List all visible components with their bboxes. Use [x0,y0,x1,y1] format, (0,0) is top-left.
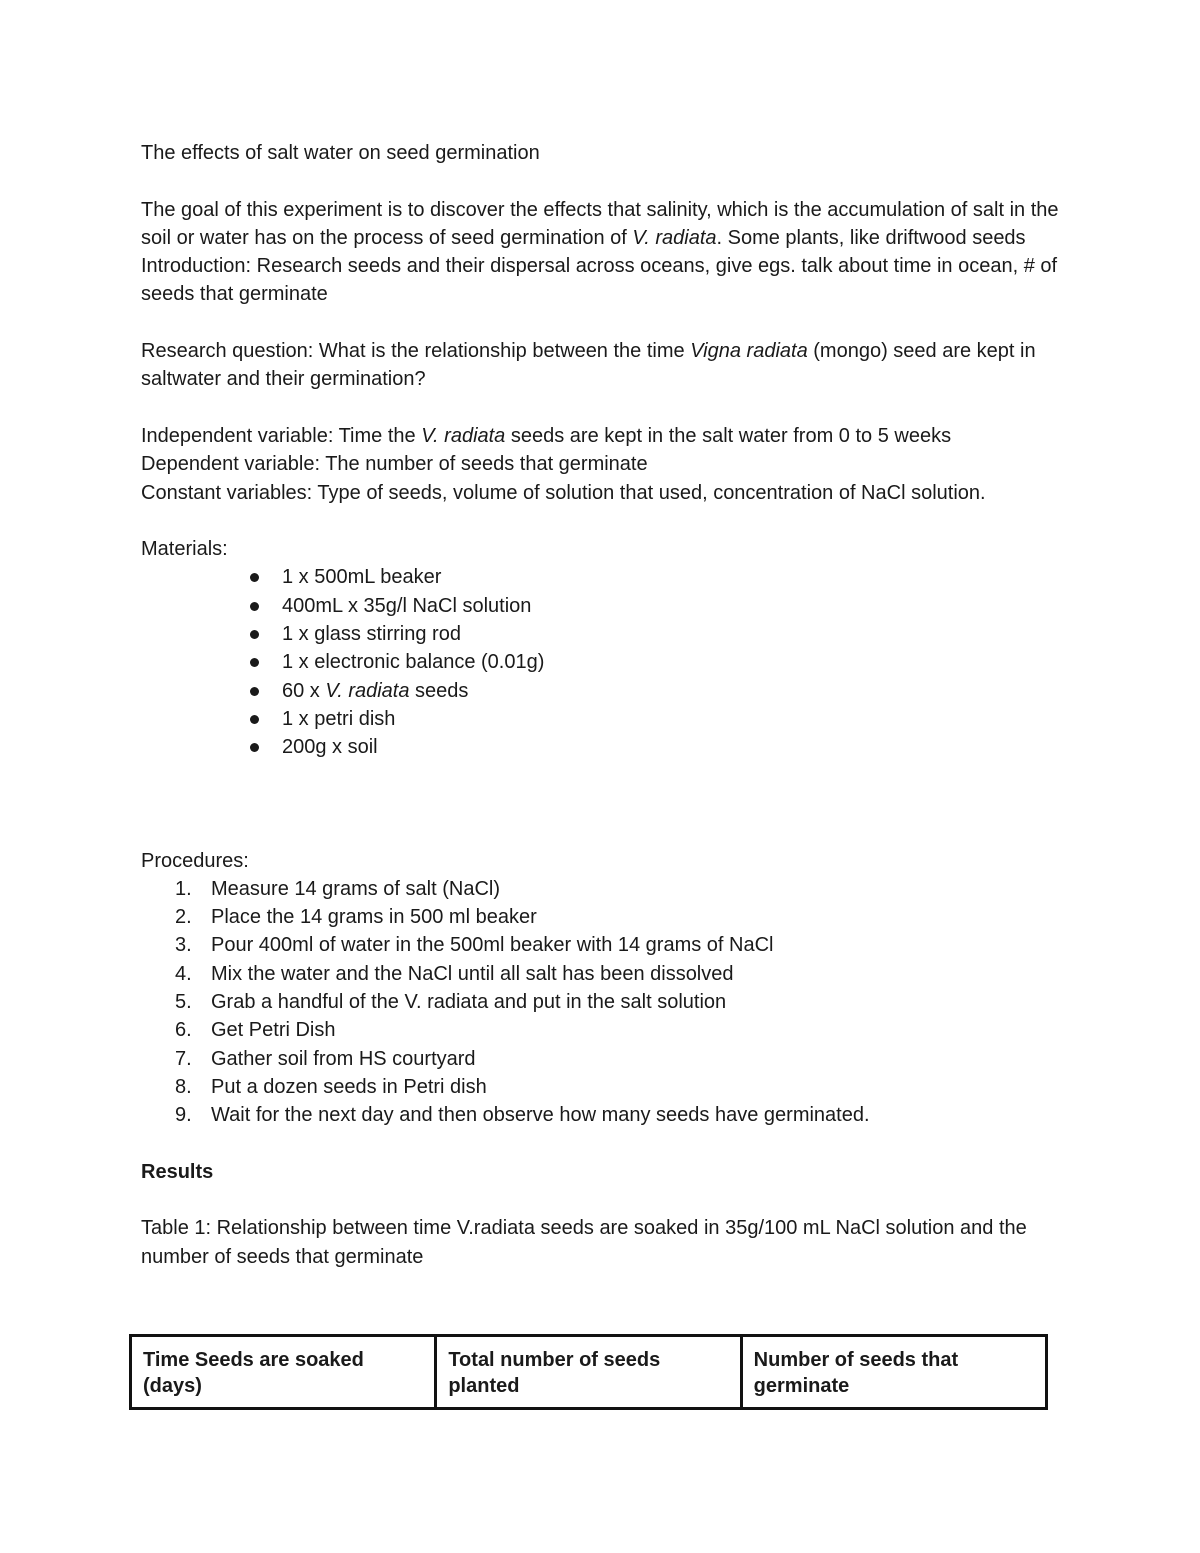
list-item: 400mL x 35g/l NaCl solution [141,592,1071,620]
spacer [141,309,1071,337]
list-item: 2. Place the 14 grams in 500 ml beaker [175,906,537,929]
spacer [141,1130,1071,1158]
rq-text-1: Research question: What is the relationship between the time [141,340,691,363]
iv-species: V. radiata [421,424,506,447]
procedures-list [141,875,1071,1130]
list-item: 1 x glass stirring rod [141,620,1071,648]
rq-text-2: (mongo) seed are kept in saltwater and their germination? [141,340,1036,391]
spacer [141,762,1071,847]
table-caption: Table 1: Relationship between time V.radiata seeds are soaked in 35g/100 mL NaCl solution and the number of seeds that germinate [141,1217,1027,1268]
spacer [141,167,1071,195]
materials-list [141,563,1071,761]
results-heading: Results [141,1160,214,1183]
results-table [129,1334,1048,1410]
list-item: 8. Put a dozen seeds in Petri dish [175,1075,487,1098]
bullet-icon [250,658,259,667]
goal-paragraph [141,196,1071,253]
spacer [141,507,1071,535]
spacer [141,394,1071,422]
goal-text-2: . Some plants, like driftwood seeds [716,226,1026,249]
document-body [141,139,1071,1271]
list-item: 1 x electronic balance (0.01g) [141,648,1071,676]
bullet-icon [250,743,259,752]
list-item: 4. Mix the water and the NaCl until all salt has been dissolved [175,962,734,985]
list-item: 1 x 500mL beaker [141,563,1071,591]
goal-text-1: The goal of this experiment is to discover the effects that salinity, which is the accumulation of salt in the soil or water has on the process of seed germination of [141,198,1059,249]
iv-text-1: Independent variable: Time the [141,424,422,447]
iv-text-2: seeds are kept in the salt water from 0 to 5 weeks [505,424,952,447]
independent-variable [141,422,1071,450]
research-question [141,337,1071,394]
list-item: 9. Wait for the next day and then observe how many seeds have germinated. [175,1104,870,1127]
bullet-icon [250,687,259,696]
constant-variables: Constant variables: Type of seeds, volume of solution that used, concentration of NaCl solution. [141,481,986,504]
document-title: The effects of salt water on seed germination [141,142,540,164]
list-item: 3. Pour 400ml of water in the 500ml beaker with 14 grams of NaCl [175,934,774,957]
list-item: 1 x petri dish [141,705,1071,733]
list-item: 60 x V. radiata seeds [141,677,1071,705]
list-item: 7. Gather soil from HS courtyard [175,1047,476,1070]
list-item: 5. Grab a handful of the V. radiata and put in the salt solution [175,991,727,1014]
header-germinated: Number of seeds that germinate [741,1336,1046,1409]
bullet-icon [250,573,259,582]
header-time-soaked: Time Seeds are soaked (days) [131,1336,436,1409]
table-header-row [131,1336,1047,1409]
bullet-icon [250,602,259,611]
procedures-heading: Procedures: [141,849,249,872]
list-item: 1. Measure 14 grams of salt (NaCl) [175,877,500,900]
list-item: 6. Get Petri Dish [175,1019,336,1042]
bullet-icon [250,715,259,724]
list-item: 200g x soil [141,733,1071,761]
introduction-paragraph: Introduction: Research seeds and their dispersal across oceans, give egs. talk about time in ocean, # of seeds that germinate [141,255,1058,306]
dependent-variable: Dependent variable: The number of seeds that germinate [141,453,648,476]
goal-species: V. radiata [632,226,717,249]
materials-heading: Materials: [141,538,228,561]
rq-species: Vigna radiata [690,340,808,363]
bullet-icon [250,630,259,639]
spacer [141,1186,1071,1214]
header-total-planted: Total number of seeds planted [436,1336,741,1409]
